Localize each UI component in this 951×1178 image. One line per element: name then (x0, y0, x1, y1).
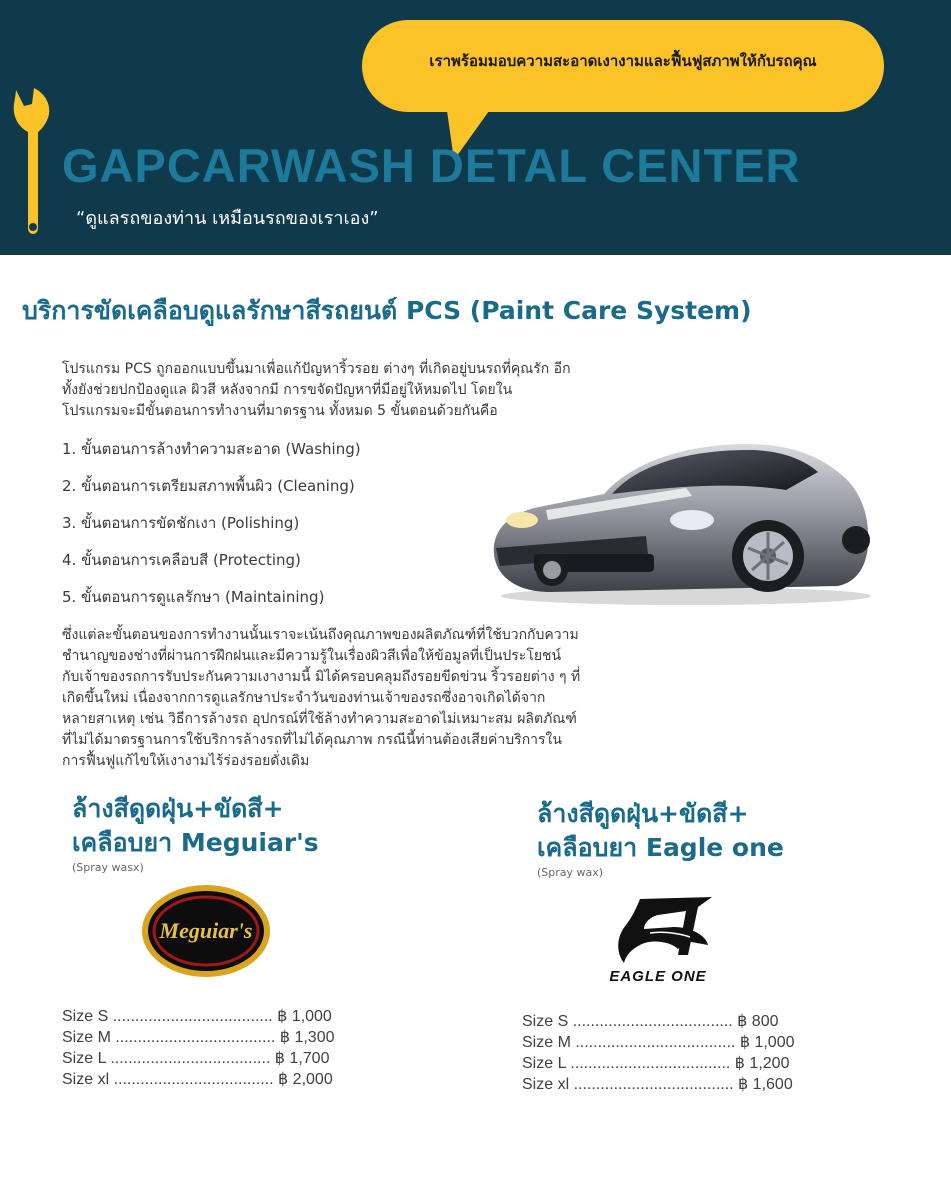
price-item: Size L .................................... ฿ 1,700 (62, 1050, 330, 1067)
product-title-line: ล้างสีดูดฝุ่น+ขัดสี+ (537, 799, 749, 828)
product-title-eagle-one (537, 797, 867, 865)
price-item: Size S .................................... ฿ 1,000 (62, 1008, 332, 1025)
price-item: Size S .................................... ฿ 800 (522, 1013, 779, 1030)
price-item: Size L .................................... ฿ 1,200 (522, 1055, 790, 1072)
sports-car-image (486, 436, 874, 606)
price-item: Size xl .................................... ฿ 2,000 (62, 1071, 333, 1088)
meguiars-logo-text: Meguiar's (159, 918, 253, 943)
step-item: 5. ขั้นตอนการดูแลรักษา (Maintaining) (62, 588, 325, 606)
body-line: การฟื้นฟูแก้ไขให้เงางามไร้ร่องรอยดั่งเดิม (62, 753, 310, 769)
eagle-one-logo-text: EAGLE ONE (609, 968, 707, 985)
bubble-text: เราพร้อมมอบความสะอาดเงางามและฟื้นฟูสภาพให้กับรถคุณ (429, 52, 817, 70)
intro-paragraph (62, 359, 702, 422)
meguiars-logo (141, 884, 271, 978)
brand-title: GAPCARWASH DETAL CENTER (62, 139, 801, 192)
product-title-line: เคลือบยา Eagle one (537, 833, 784, 862)
body-line: เกิดขึ้นใหม่ เนื่องจากการดูแลรักษาประจำวันของท่านเจ้าของรถซึ่งอาจเกิดได้จาก (62, 690, 546, 706)
product-title-meguiars (72, 792, 402, 860)
step-item: 2. ขั้นตอนการเตรียมสภาพพื้นผิว (Cleaning) (62, 477, 355, 495)
page-title: บริการขัดเคลือบดูแลรักษาสีรถยนต์ PCS (Paint Care System) (22, 296, 752, 325)
price-item: Size xl .................................... ฿ 1,600 (522, 1076, 793, 1093)
body-line: หลายสาเหตุ เช่น วิธีการล้างรถ อุปกรณ์ที่ใช้ล้างทำความสะอาดไม่เหมาะสม ผลิตภัณฑ์ (62, 711, 577, 727)
body-line: ที่ไม่ได้มาตรฐานการใช้บริการล้างรถที่ไม่ได้คุณภาพ กรณีนี้ท่านต้องเสียค่าบริการใน (62, 732, 562, 748)
product-subtitle: (Spray wasx) (72, 861, 144, 874)
body-line: กับเจ้าของรถการรับประกันความเงางามนี้ มิได้ครอบคลุมถึงรอยขีดข่วน ริ้วรอยต่าง ๆ ที่ (62, 669, 581, 685)
intro-line: ทั้งยังช่วยปกป้องดูแล ผิวสี หลังจากมี การขจัดปัญหาที่มีอยู่ให้หมดไป โดยใน (62, 382, 513, 398)
wrench-icon (10, 82, 56, 242)
body-line: ชำนาญของช่างที่ผ่านการฝึกฝนและมีความรู้ในเรื่องผิวสีเพื่อให้ข้อมูลที่เป็นประโยชน์ (62, 648, 562, 664)
step-item: 1. ขั้นตอนการล้างทำความสะอาด (Washing) (62, 440, 361, 458)
step-item: 3. ขั้นตอนการขัดชักเงา (Polishing) (62, 514, 300, 532)
intro-line: โปรแกรมจะมีขั้นตอนการทำงานที่มาตรฐาน ทั้งหมด 5 ขั้นตอนด้วยกันคือ (62, 403, 498, 419)
product-subtitle: (Spray wax) (537, 866, 604, 879)
steps-list (62, 437, 482, 622)
body-paragraph (62, 625, 702, 772)
step-item: 4. ขั้นตอนการเคลือบสี (Protecting) (62, 551, 301, 569)
price-item: Size M .................................... ฿ 1,000 (522, 1034, 795, 1051)
eagle-one-logo (586, 893, 730, 985)
price-list-meguiars (62, 1006, 334, 1090)
slogan: “ดูแลรถของท่าน เหมือนรถของเราเอง” (76, 208, 379, 229)
product-title-line: ล้างสีดูดฝุ่น+ขัดสี+ (72, 794, 284, 823)
price-list-eagle-one (522, 1011, 794, 1095)
intro-line: โปรแกรม PCS ถูกออกแบบขึ้นมาเพื่อแก้ปัญหาริ้วรอย ต่างๆ ที่เกิดอยู่บนรถที่คุณรัก อีก (62, 361, 571, 377)
body-line: ซึ่งแต่ละขั้นตอนของการทำงานนั้นเราจะเน้นถึงคุณภาพของผลิตภัณฑ์ที่ใช้บวกกับความ (62, 627, 579, 643)
product-title-line: เคลือบยา Meguiar's (72, 828, 319, 857)
price-item: Size M .................................... ฿ 1,300 (62, 1029, 335, 1046)
header-banner (0, 0, 951, 255)
